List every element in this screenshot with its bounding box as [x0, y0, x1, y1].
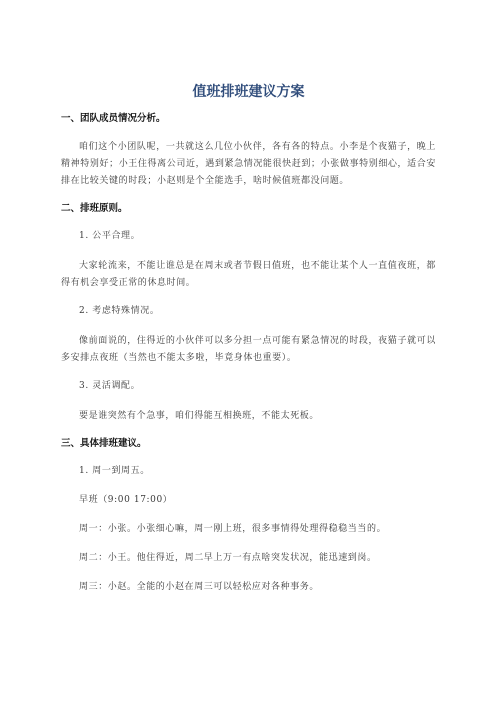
document-title: 值班排班建议方案: [192, 84, 305, 100]
team-analysis-paragraph: 咱们这个小团队呢，一共就这么几位小伙伴，各有各的特点。小李是个夜猫子，晚上精神特别好；小王住得离公司近，遇到紧急情况能很快赶到；小张做事特别细心，适合安排在比较关键的时段；小赵则是个全能选手，啥时候值班都没问题。: [61, 142, 436, 186]
section-heading-team: 一、团队成员情况分析。: [61, 113, 166, 124]
schedule-monday: 周一：小张。小张细心嘛，周一刚上班，很多事情得处理得稳稳当当的。: [79, 524, 387, 534]
principle-item-flexible: 3. 灵活调配。: [79, 381, 141, 391]
principle-item-fair: 1. 公平合理。: [79, 231, 141, 241]
schedule-morning-shift: 早班（9:00 17:00）: [79, 495, 173, 505]
schedule-tuesday: 周二：小王。他住得近，周二早上万一有点啥突发状况，能迅速到岗。: [79, 553, 377, 563]
schedule-wednesday: 周三：小赵。全能的小赵在周三可以轻松应对各种事务。: [79, 582, 320, 592]
section-heading-principles: 二、排班原则。: [61, 203, 128, 214]
principle-item-special: 2. 考虑特殊情况。: [79, 306, 160, 316]
principle-fair-paragraph: 大家轮流来，不能让谁总是在周末或者节假日值班，也不能让某个人一直值夜班，都得有机会享受正常的休息时间。: [61, 261, 436, 288]
section-heading-schedule: 三、具体排班建议。: [61, 438, 147, 449]
principle-flexible-paragraph: 要是谁突然有个急事，咱们得能互相换班，不能太死板。: [79, 411, 320, 421]
schedule-item-weekdays: 1. 周一到周五。: [79, 466, 150, 476]
principle-special-paragraph: 像前面说的，住得近的小伙伴可以多分担一点可能有紧急情况的时段，夜猫子就可以多安排点夜班（当然也不能太多啦，毕竟身体也重要）。: [61, 336, 436, 363]
